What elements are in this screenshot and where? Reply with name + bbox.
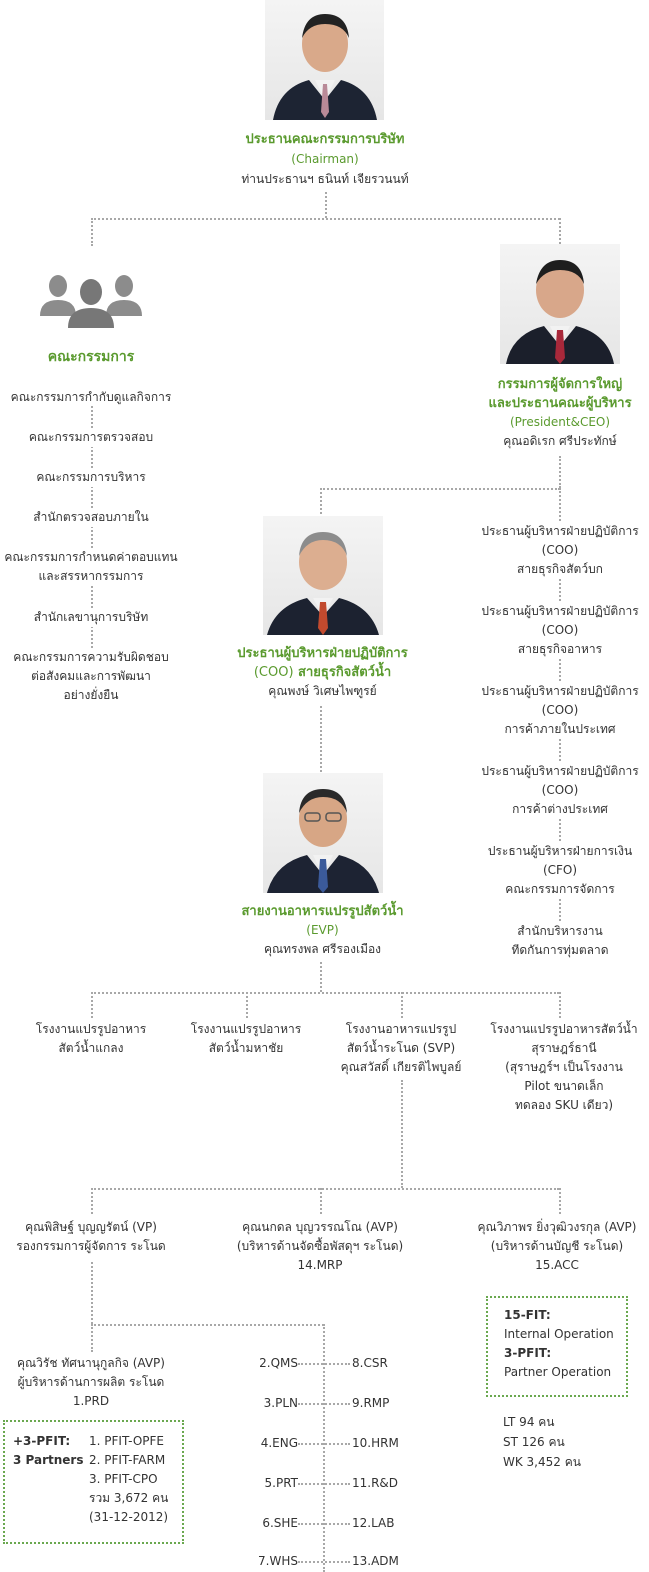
connector-plant-2 xyxy=(246,992,248,1018)
connector-dept-row-6 xyxy=(298,1561,350,1563)
connector-vp-down xyxy=(91,1262,93,1324)
plant-label: คุณสวัสดิ์ เกียรติไพบูลย์ xyxy=(340,1060,462,1074)
partners-heading xyxy=(13,1432,84,1470)
president-name: คุณอดิเรก ศรีประทักษ์ xyxy=(503,434,617,448)
dept-left: 4.ENG xyxy=(260,1436,298,1450)
plant-item xyxy=(321,1020,481,1077)
manager-name: คุณวิภาพร ยิ่งวุฒิวงรกุล (AVP) xyxy=(477,1220,637,1234)
committee-item xyxy=(0,388,182,407)
dept-left: 3.PLN xyxy=(263,1396,298,1410)
production-code: 1.PRD xyxy=(72,1394,110,1408)
connector-manager-3 xyxy=(559,1188,561,1214)
executive-item xyxy=(460,762,649,819)
connector-dept-row-4 xyxy=(298,1483,350,1485)
chairman-name: ท่านประธานฯ ธนินท์ เจียรวนนท์ xyxy=(241,172,409,186)
connector-plants-horizontal xyxy=(91,992,559,994)
manager-role: (บริหารด้านบัญชี ระโนด) xyxy=(490,1239,624,1253)
production-manager-name: คุณวิรัช ทัศนานุกูลกิจ (AVP) xyxy=(17,1356,165,1370)
dept-right: 9.RMP xyxy=(352,1396,390,1410)
connector-manager-1 xyxy=(91,1188,93,1214)
dept-left: 2.QMS xyxy=(259,1356,298,1370)
executive-title: ประธานผู้บริหารฝ่ายปฏิบัติการ xyxy=(481,524,639,538)
dept-right: 13.ADM xyxy=(352,1554,399,1568)
fit-internal-heading: 15-FIT: xyxy=(504,1308,551,1322)
people-group-icon xyxy=(40,272,142,328)
chairman-title: ประธานคณะกรรมการบริษัท xyxy=(245,132,405,147)
executive-item xyxy=(460,842,649,899)
president-photo xyxy=(500,244,620,364)
coo-aqua-division: สายธุรกิจสัตว์น้ำ xyxy=(298,665,392,680)
committee-item-label: คณะกรรมการกำหนดค่าตอบแทน xyxy=(4,550,178,564)
plant-label: โรงงานแปรรูปอาหาร xyxy=(35,1022,147,1036)
committee-item-label: คณะกรรมการตรวจสอบ xyxy=(28,430,154,444)
committees-heading: คณะกรรมการ xyxy=(47,349,135,365)
connector-top-horizontal xyxy=(91,218,560,220)
connector-coo-aqua-down xyxy=(320,488,322,514)
executive-code: (CFO) xyxy=(542,863,578,877)
committee-item xyxy=(0,648,182,705)
plant-label: สุราษฎร์ธานี xyxy=(531,1041,597,1055)
executive-division: คณะกรรมการจัดการ xyxy=(505,882,615,896)
connector-dept-row-2 xyxy=(298,1403,350,1405)
executive-title: ประธานผู้บริหารฝ่ายปฏิบัติการ xyxy=(481,764,639,778)
committee-item xyxy=(0,428,182,447)
plant-item xyxy=(16,1020,166,1058)
workforce-lt: LT 94 คน xyxy=(503,1415,555,1429)
executive-item xyxy=(460,522,649,579)
executive-title: ประธานผู้บริหารฝ่ายปฏิบัติการ xyxy=(481,684,639,698)
connector-chairman-down xyxy=(325,192,327,218)
partners-heading-line1: +3-PFIT: xyxy=(13,1434,71,1448)
manager-code: 15.ACC xyxy=(535,1258,579,1272)
connector-dept-row-1 xyxy=(298,1363,350,1365)
connector-committees-down xyxy=(91,218,93,246)
partners-line: (31-12-2012) xyxy=(89,1510,169,1524)
coo-aqua-photo xyxy=(263,516,383,635)
plant-label: สัตว์น้ำมหาชัย xyxy=(208,1041,284,1055)
connector-prod-horizontal xyxy=(91,1324,324,1326)
committee-item-label: สำนักตรวจสอบภายใน xyxy=(33,510,149,524)
evp-photo xyxy=(263,773,383,893)
committee-item xyxy=(0,608,182,627)
plant-label: ทดลอง SKU เดียว) xyxy=(514,1098,614,1112)
evp-name: คุณทรงพล ศรีรองเมือง xyxy=(263,942,382,956)
president-title-line2: และประธานคณะผู้บริหาร xyxy=(488,396,632,411)
executive-division: ทีดกันการทุ่มตลาด xyxy=(511,943,609,957)
connector-president-down xyxy=(559,218,561,244)
committee-item-label: คณะกรรมการความรับผิดชอบ xyxy=(13,650,169,664)
executive-code: (COO) xyxy=(541,623,579,637)
plant-label: สัตว์น้ำระโนด (SVP) xyxy=(346,1041,456,1055)
committee-item-label: ต่อสังคมและการพัฒนา xyxy=(31,669,151,683)
manager-name: คุณพิสิษฐ์ บุญญรัตน์ (VP) xyxy=(25,1220,157,1234)
workforce-stats xyxy=(503,1412,581,1472)
plant-label: โรงงานอาหารแปรรูป xyxy=(345,1022,457,1036)
committee-item xyxy=(0,508,182,527)
dept-right: 8.CSR xyxy=(352,1356,388,1370)
plant-label: สัตว์น้ำแกลง xyxy=(58,1041,124,1055)
chairman-photo xyxy=(265,0,384,120)
executive-division: การค้าต่างประเทศ xyxy=(512,802,608,816)
connector-depts-spine xyxy=(323,1324,325,1572)
manager-code: 14.MRP xyxy=(297,1258,343,1272)
connector-plant-1 xyxy=(91,992,93,1018)
dept-right: 10.HRM xyxy=(352,1436,399,1450)
plant-label: โรงงานแปรรูปอาหารสัตว์น้ำ xyxy=(490,1022,638,1036)
connector-dept-row-5 xyxy=(298,1523,350,1525)
dept-left: 5.PRT xyxy=(264,1476,298,1490)
connector-managers-horizontal xyxy=(91,1188,559,1190)
manager-role: (บริหารด้านจัดซื้อพัสดุฯ ระโนด) xyxy=(236,1239,404,1253)
plant-label: (สุราษฎร์ฯ เป็นโรงงาน xyxy=(505,1060,623,1074)
connector-dept-row-3 xyxy=(298,1443,350,1445)
manager-item xyxy=(462,1218,649,1275)
partners-line: 2. PFIT-FARM xyxy=(89,1453,166,1467)
production-item xyxy=(6,1354,176,1411)
fit-partner-label: Partner Operation xyxy=(504,1365,612,1379)
evp-title-en: (EVP) xyxy=(306,923,339,937)
manager-role: รองกรรมการผู้จัดการ ระโนด xyxy=(16,1239,166,1253)
executive-title: ประธานผู้บริหารฝ่ายการเงิน xyxy=(487,844,633,858)
coo-aqua-name: คุณพงษ์ วิเศษไพฑูรย์ xyxy=(268,684,377,698)
dept-right: 11.R&D xyxy=(352,1476,399,1490)
connector-production-down xyxy=(91,1324,93,1352)
connector-plant-3 xyxy=(401,992,403,1018)
connector-exec-horizontal xyxy=(320,488,560,490)
executive-title: ประธานผู้บริหารฝ่ายปฏิบัติการ xyxy=(481,604,639,618)
committee-item-label: และสรรหากรรมการ xyxy=(38,569,144,583)
partners-heading-line2: 3 Partners xyxy=(13,1453,84,1467)
partners-line: 3. PFIT-CPO xyxy=(89,1472,158,1486)
executive-code: (COO) xyxy=(541,543,579,557)
plant-label: Pilot ขนาดเล็ก xyxy=(524,1079,604,1093)
connector-ranod-down xyxy=(401,1080,403,1188)
committee-item-label: คณะกรรมการบริหาร xyxy=(36,470,146,484)
committee-item-label: อย่างยั่งยืน xyxy=(63,688,119,702)
fit-internal-label: Internal Operation xyxy=(504,1327,614,1341)
dept-left: 7.WHS xyxy=(258,1554,298,1568)
executive-division: สายธุรกิจอาหาร xyxy=(517,642,603,656)
executive-item xyxy=(460,922,649,960)
fit-partner-heading: 3-PFIT: xyxy=(504,1346,552,1360)
connector-president-branch xyxy=(559,456,561,488)
workforce-st: ST 126 คน xyxy=(503,1435,565,1449)
manager-name: คุณนกดล บุญวรรณโณ (AVP) xyxy=(242,1220,398,1234)
executive-code: (COO) xyxy=(541,783,579,797)
committee-item xyxy=(0,468,182,487)
committee-item xyxy=(0,548,182,586)
connector-manager-2 xyxy=(320,1188,322,1214)
executive-item xyxy=(460,602,649,659)
president-title: กรรมการผู้จัดการใหญ่ xyxy=(497,377,623,392)
coo-aqua-title-en: (COO) xyxy=(253,665,294,680)
fit-box xyxy=(486,1296,628,1397)
dept-right: 12.LAB xyxy=(352,1516,395,1530)
chairman-title-en: (Chairman) xyxy=(291,152,359,166)
president-title-en: (President&CEO) xyxy=(509,415,611,429)
executive-division: สายธุรกิจสัตว์บก xyxy=(517,562,603,576)
manager-item xyxy=(6,1218,176,1256)
manager-item xyxy=(225,1218,415,1275)
connector-coo-to-evp xyxy=(320,706,322,772)
plant-item xyxy=(171,1020,321,1058)
coo-aqua-title: ประธานผู้บริหารฝ่ายปฏิบัติการ xyxy=(237,646,408,661)
partners-list xyxy=(89,1432,168,1527)
committee-item-label: สำนักเลขานุการบริษัท xyxy=(33,610,149,624)
committee-item-label: คณะกรรมการกำกับดูแลกิจการ xyxy=(10,390,172,404)
workforce-wk: WK 3,452 คน xyxy=(503,1455,581,1469)
executive-division: การค้าภายในประเทศ xyxy=(504,722,616,736)
coo-aqua-title-line2 xyxy=(190,663,455,682)
plant-label: โรงงานแปรรูปอาหาร xyxy=(190,1022,302,1036)
production-role: ผู้บริหารด้านการผลิต ระโนด xyxy=(17,1375,165,1389)
connector-evp-down xyxy=(320,962,322,992)
partners-box xyxy=(3,1420,184,1544)
executive-title: สำนักบริหารงาน xyxy=(517,924,603,938)
evp-title: สายงานอาหารแปรรูปสัตว์น้ำ xyxy=(241,904,404,919)
plant-item xyxy=(484,1020,644,1115)
dept-left: 6.SHE xyxy=(262,1516,298,1530)
executive-code: (COO) xyxy=(541,703,579,717)
connector-plant-4 xyxy=(559,992,561,1018)
partners-line: 1. PFIT-OPFE xyxy=(89,1434,164,1448)
partners-line: รวม 3,672 คน xyxy=(89,1491,169,1505)
executive-item xyxy=(460,682,649,739)
